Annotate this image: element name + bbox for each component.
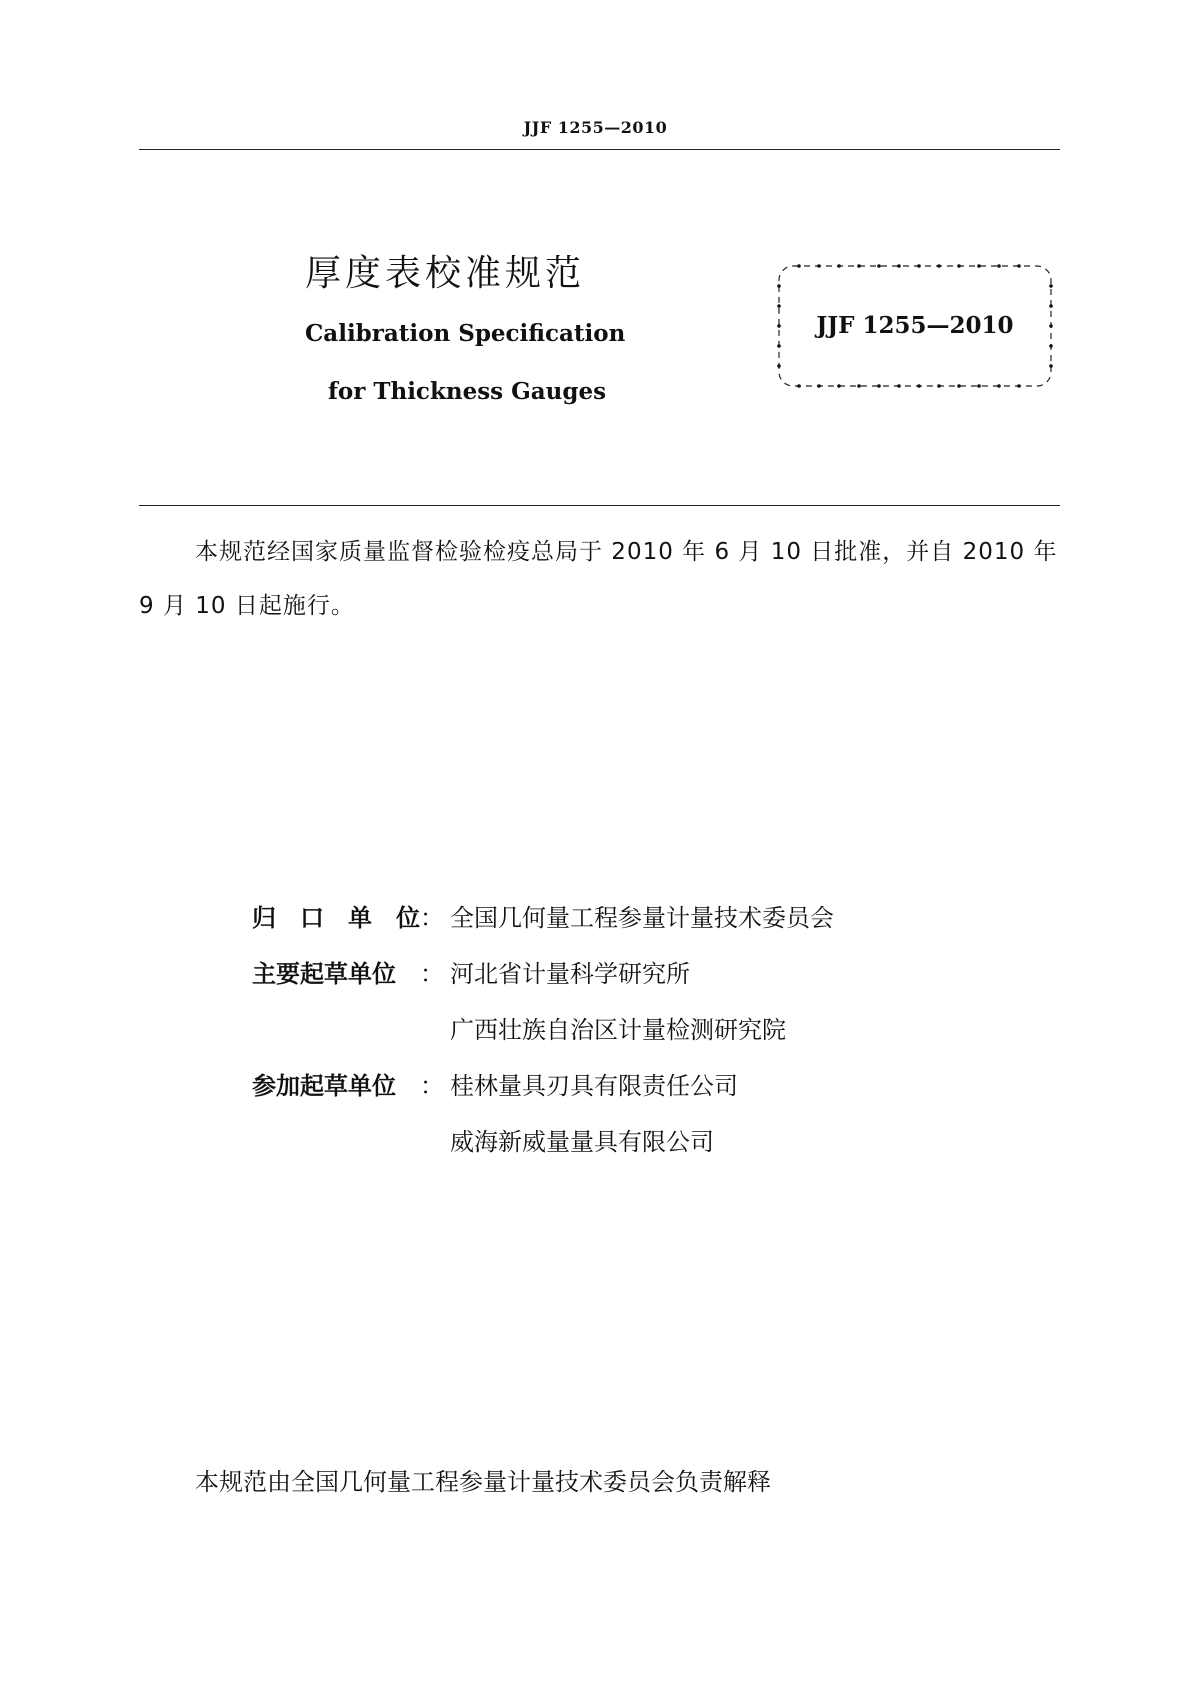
- label-char: 位: [396, 904, 420, 932]
- label-colon: ：: [420, 1072, 444, 1100]
- section-rule: [139, 505, 1060, 506]
- label-char: 单: [348, 904, 372, 932]
- main-drafting-unit-value-1: 河北省计量科学研究所: [450, 960, 690, 988]
- responsible-unit-value: 全国几何量工程参量计量技术委员会: [450, 904, 834, 932]
- main-drafting-unit-label: 主要起草单位: [252, 960, 396, 988]
- label-char: 归: [252, 904, 276, 932]
- label-colon: ：: [420, 960, 444, 988]
- title-english-line-2: for Thickness Gauges: [328, 378, 607, 405]
- participating-drafting-unit-label: 参加起草单位: [252, 1072, 396, 1100]
- participating-drafting-unit-value-1: 桂林量具刃具有限责任公司: [450, 1072, 738, 1100]
- header-rule: [139, 149, 1060, 150]
- document-code-box: [775, 262, 1055, 390]
- label-colon: ：: [420, 904, 444, 932]
- main-drafting-unit-value-2: 广西壮族自治区计量检测研究院: [450, 1016, 786, 1044]
- label-char: 口: [300, 904, 324, 932]
- approval-statement: 本规范经国家质量监督检验检疫总局于 2010 年 6 月 10 日批准，并自 2010 年 9 月 10 日起施行。: [139, 539, 1058, 619]
- responsible-unit-label: [252, 898, 420, 933]
- interpretation-note: 本规范由全国几何量工程参量计量技术委员会负责解释: [195, 1468, 771, 1496]
- title-chinese: 厚度表校准规范: [305, 253, 586, 294]
- participating-drafting-unit-value-2: 威海新威量量具有限公司: [450, 1128, 714, 1156]
- running-header: JJF 1255—2010: [523, 118, 668, 137]
- document-code: JJF 1255—2010: [816, 312, 1014, 339]
- title-english-line-1: Calibration Specification: [305, 320, 626, 347]
